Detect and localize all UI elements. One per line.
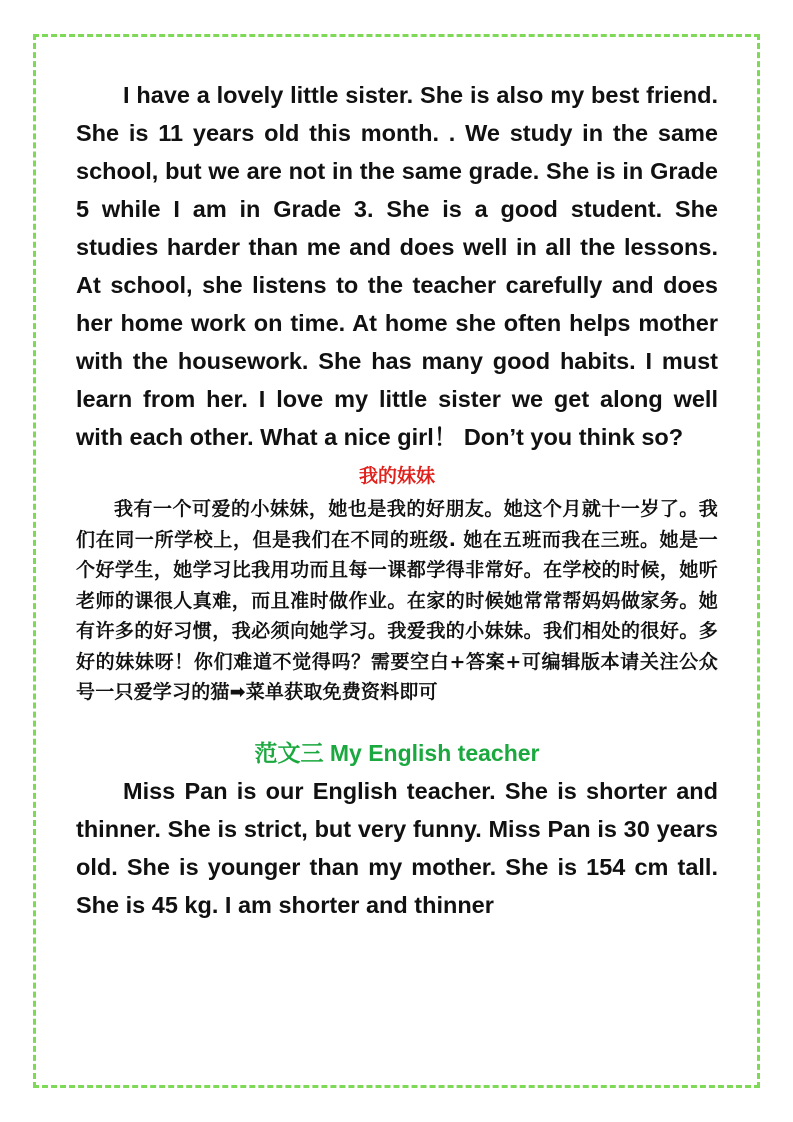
essay1-english-paragraph: I have a lovely little sister. She is also my best friend. She is 11 years old this month. . We study in the same school, but we are not in the same grade. She is in Grade 5 while I am in Grade 3. She is a good student. She studies harder than me and does well in all the lessons. At school, she listens to the teacher carefully and does her home work on time. At home she often helps mother with the housework. She has many good habits. I must learn from her. I love my little sister we get along well with each other. What a nice girl！ Don’t you think so? xyxy=(76,82,718,450)
essay1-chinese-title: 我的妹妹 xyxy=(358,466,435,487)
essay3-section-title: 范文三 My English teacher xyxy=(254,739,540,766)
page-content xyxy=(76,76,718,924)
essay3-english-paragraph: Miss Pan is our English teacher. She is shorter and thinner. She is strict, but very funny. Miss Pan is 30 years old. She is younger than my mother. She is 154 cm tall. She is 45 kg. I am shorter and thinner xyxy=(76,777,718,918)
essay1-chinese-paragraph: 我有一个可爱的小妹妹，她也是我的好朋友。她这个月就十一岁了。我们在同一所学校上，但是我们在不同的班级. 她在五班而我在三班。她是一个好学生，她学习比我用功而且每一课都学得非常好。在学校的时候，她听老师的课很人真难，而且准时做作业。在家的时候她常常帮妈妈做家务。她有许多的好习惯，我必须向她学习。我爱我的小妹妹。我们相处的很好。多好的妹妹呀！你们难道不觉得吗？需要空白+答案+可编辑版本请关注公众号一只爱学习的猫➡菜单获取免费资料即可 xyxy=(76,498,718,703)
